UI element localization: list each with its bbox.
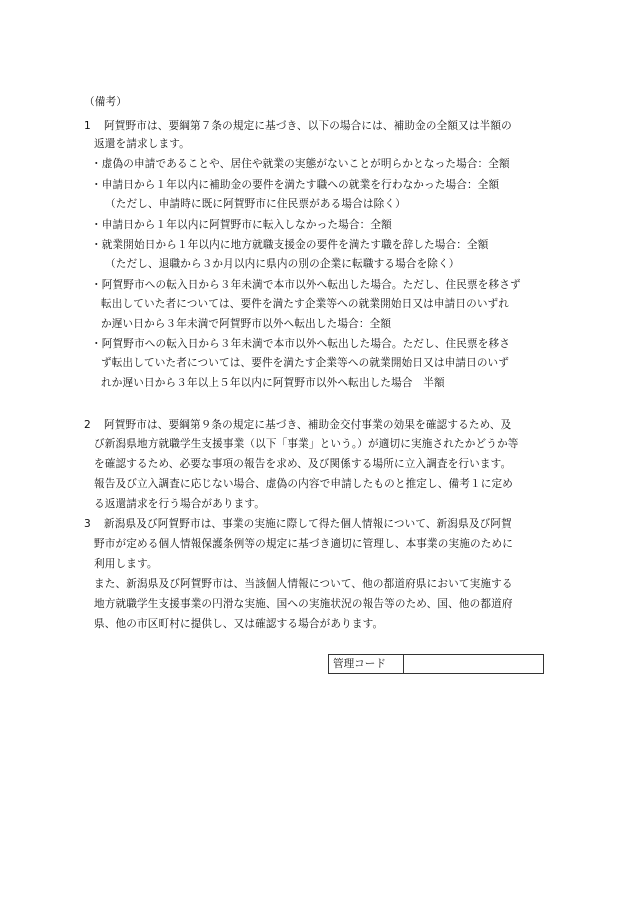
section1-bullet-line: ・就業開始日から１年以内に地方就職支援金の要件を満たす職を辞した場合：全額 [91, 239, 489, 251]
section2-line: 報告及び立入調査に応じない場合、虚偽の内容で申請したものと推定し、備考１に定め [94, 478, 514, 490]
section3-line: 新潟県及び阿賀野市は、事業の実施に際して得た個人情報について、新潟県及び阿賀 [104, 518, 512, 530]
section3-line: 野市が定める個人情報保護条例等の規定に基づき適切に管理し、本事業の実施のために [94, 538, 514, 550]
section1-bullet-line: （ただし、申請時に既に阿賀野市に住民票がある場合は除く） [105, 198, 406, 210]
section1-number: 1 [84, 120, 91, 132]
section3-line: 地方就職学生支援事業の円滑な実施、国への実施状況の報告等のため、国、他の都道府 [94, 598, 513, 610]
management-code-value[interactable] [404, 655, 543, 673]
section1-bullet-line: ・申請日から１年以内に阿賀野市に転入しなかった場合：全額 [91, 219, 392, 231]
section2-line: び新潟県地方就職学生支援事業（以下「事業」という。）が適切に実施されたかどうか等 [94, 438, 519, 450]
section1-bullet-line: 転出していた者については、要件を満たす企業等への就業開始日又は申請日のいずれ [101, 298, 510, 310]
section3-number: 3 [84, 518, 91, 530]
section1-bullet-line: （ただし、退職から３か月以内に県内の別の企業に転職する場合を除く） [105, 258, 460, 270]
section2-line: を確認するため、必要な事項の報告を求め、及び関係する場所に立入調査を行います。 [94, 458, 512, 470]
section3-line: 利用します。 [94, 558, 158, 570]
section1-bullet-line: ・阿賀野市への転入日から３年未満で本市以外へ転出した場合。ただし、住民票を移さず [91, 279, 521, 291]
section2-line: る返還請求を行う場合があります。 [94, 498, 266, 510]
section2-number: 2 [84, 419, 91, 431]
management-code-box [328, 654, 544, 674]
section3-line: 県、他の市区町村に提供し、又は確認する場合があります。 [94, 618, 384, 630]
section2-line: 阿賀野市は、要綱第９条の規定に基づき、補助金交付事業の効果を確認するため、及 [104, 419, 512, 431]
section1-bullet-line: れか遅い日から３年以上５年以内に阿賀野市以外へ転出した場合 半額 [101, 377, 445, 389]
management-code-label: 管理コード [329, 655, 404, 673]
remarks-heading: （備考） [84, 96, 127, 108]
section1-bullet-line: ず転出していた者については、要件を満たす企業等への就業開始日又は申請日のいず [101, 357, 510, 369]
section1-bullet-line: ・虚偽の申請であることや、居住や就業の実態がないことが明らかとなった場合：全額 [91, 158, 510, 170]
section1-intro-line1: 阿賀野市は、要綱第７条の規定に基づき、以下の場合には、補助金の全額又は半額の [104, 120, 512, 132]
section1-bullet-line: ・阿賀野市への転入日から３年未満で本市以外へ転出した場合。ただし、住民票を移さ [91, 338, 511, 350]
section1-bullet-line: か遅い日から３年未満で阿賀野市以外へ転出した場合：全額 [101, 318, 392, 330]
section1-bullet-line: ・申請日から１年以内に補助金の要件を満たす職への就業を行わなかった場合：全額 [91, 179, 500, 191]
section3-line: また、新潟県及び阿賀野市は、当該個人情報について、他の都道府県において実施する [94, 578, 513, 590]
section1-intro-line2: 返還を請求します。 [94, 138, 190, 150]
